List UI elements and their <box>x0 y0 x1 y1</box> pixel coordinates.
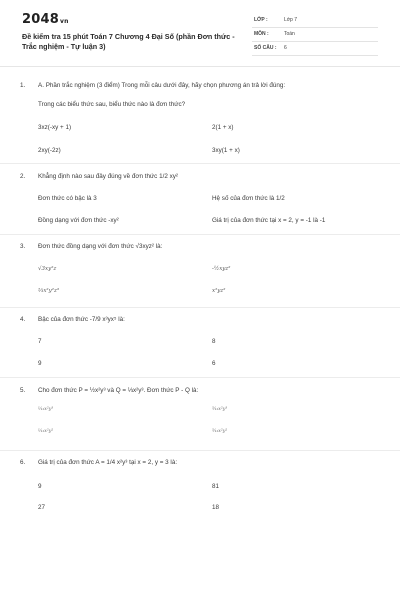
question-divider <box>0 450 400 451</box>
question-text: A. Phần trắc nghiệm (3 điểm) Trong mỗi câu dưới đây, hãy chọn phương án trả lời đúng: <box>38 82 286 89</box>
option-c[interactable]: 2xy(-2z) <box>38 147 61 154</box>
question-text: Bậc của đơn thức -7/9 x³yx⁵ là: <box>38 316 125 323</box>
option-d[interactable]: x²yz² <box>212 288 226 294</box>
option-c[interactable]: ¹⁄₁₂x²y² <box>38 429 54 434</box>
site-logo[interactable]: 2048vn <box>22 12 69 27</box>
option-b[interactable]: ⁵⁄₁₂x²y³ <box>212 407 228 412</box>
option-b[interactable]: 81 <box>212 483 220 490</box>
option-b[interactable]: -½xyz² <box>212 266 231 272</box>
option-c[interactable]: ⅔x²y²z³ <box>38 288 60 294</box>
option-b[interactable]: Hệ số của đơn thức là 1/2 <box>212 195 285 202</box>
info-value: Toán <box>284 31 295 37</box>
option-a[interactable]: Đơn thức có bậc là 3 <box>38 195 97 202</box>
question-text: Giá trị của đơn thức A = 1/4 x²y³ tại x = 2, y = 3 là: <box>38 459 178 466</box>
question-divider <box>0 377 400 378</box>
question-divider <box>0 163 400 164</box>
question-number: 4. <box>20 316 26 323</box>
question-text: Cho đơn thức P = ½x²y³ và Q = ⅓x²y³. Đơn thức P - Q là: <box>38 387 199 394</box>
info-label: SỐ CÂU : <box>254 45 277 51</box>
question-subtext: Trong các biểu thức sau, biểu thức nào là đơn thức? <box>38 101 186 108</box>
question-divider <box>0 307 400 308</box>
question-divider <box>0 234 400 235</box>
header <box>0 0 400 62</box>
info-row-class <box>252 14 378 28</box>
question-number: 1. <box>20 82 26 89</box>
option-a[interactable]: 3xz(-xy + 1) <box>38 124 72 131</box>
info-row-subject <box>252 28 378 42</box>
question-number: 6. <box>20 459 26 466</box>
question-text: Khẳng định nào sau đây đúng về đơn thức 1/2 xy² <box>38 173 178 180</box>
option-a[interactable]: ¹⁄₁₂x²y³ <box>38 407 54 412</box>
option-a[interactable]: 9 <box>38 483 42 490</box>
header-divider <box>0 66 400 67</box>
info-label: MÔN : <box>254 31 269 37</box>
page-title: Đề kiểm tra 15 phút Toán 7 Chương 4 Đại Số (phần Đơn thức - Trắc nghiệm - Tự luận 3) <box>22 32 235 51</box>
option-b[interactable]: 2(1 + x) <box>212 124 234 131</box>
option-d[interactable]: Giá trị của đơn thức tại x = 2, y = -1 là -1 <box>212 217 326 224</box>
info-panel <box>252 14 378 56</box>
option-d[interactable]: ⁵⁄₁₂x²y² <box>212 429 228 434</box>
option-d[interactable]: 18 <box>212 504 220 511</box>
info-row-count <box>252 42 378 56</box>
info-value: 6 <box>284 45 287 51</box>
option-b[interactable]: 8 <box>212 338 216 345</box>
option-a[interactable]: √3xy²z <box>38 266 57 272</box>
option-a[interactable]: 7 <box>38 338 42 345</box>
option-d[interactable]: 6 <box>212 360 216 367</box>
question-number: 5. <box>20 387 26 394</box>
option-c[interactable]: 27 <box>38 504 46 511</box>
info-label: LỚP : <box>254 17 268 23</box>
question-text: Đơn thức đồng dạng với đơn thức √3xyz² là: <box>38 243 163 250</box>
question-number: 3. <box>20 243 26 250</box>
option-d[interactable]: 3xy(1 + x) <box>212 147 240 154</box>
option-c[interactable]: 9 <box>38 360 42 367</box>
info-value: Lớp 7 <box>284 17 298 23</box>
option-c[interactable]: Đồng dạng với đơn thức -xy² <box>38 217 119 224</box>
question-number: 2. <box>20 173 26 180</box>
